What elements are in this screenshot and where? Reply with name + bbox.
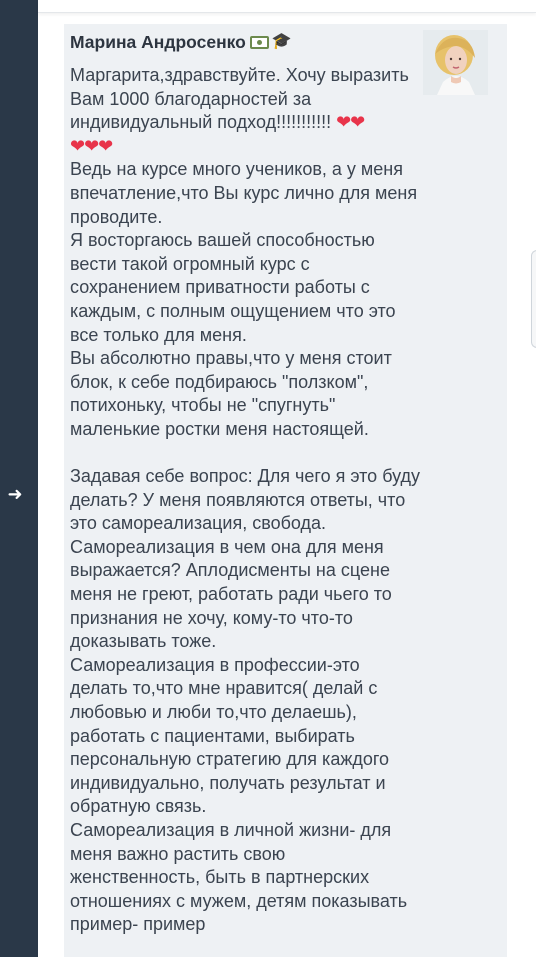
message-paragraph-7: Самореализация в личной жизни- для меня важно растить свою женственность, быть в партнерских отношениях с мужем, детям показывать пример- пример (70, 820, 413, 935)
message-paragraph-5: Задавая себе вопрос: Для чего я это буду делать? У меня появляются ответы, что это самореализация, свобода. Самореализация в чем она для меня выражается? Аплодисменты на сцене меня не греют, работать ради чьего то признания не хочу, кому-то что-то доказывать тоже. (70, 466, 426, 652)
hearts-inline: ❤❤ (336, 112, 365, 133)
comment-card (64, 24, 507, 957)
paragraph-gap (70, 442, 420, 466)
message-paragraph-6: Самореализация в профессии-это делать то,что мне нравится( делай с любовью и люби то,что делаешь), работать с пациентами, выбирать персональную стратегию для каждого индивидуально, получать результат и обратную связь. (70, 654, 395, 817)
graduation-cap-icon: 🎓 (271, 33, 292, 50)
message-line-1: Маргарита,здравствуйте. Хочу выразить Вам 1000 благодарностей за индивидуальный подход!!!!!!!!!!! ❤❤ (70, 65, 414, 133)
left-sidebar (0, 0, 38, 957)
top-bar (38, 0, 536, 13)
message-paragraph-4: Вы абсолютно правы,что у меня стоит блок, к себе подбираюсь "ползком", потихоньку, чтобы не "спугнуть" маленькие ростки меня настоящей. (70, 348, 397, 439)
money-icon (250, 36, 269, 49)
author-name[interactable]: Марина Андросенко (70, 31, 246, 52)
avatar[interactable] (423, 30, 488, 95)
message-paragraph-3: Я восторгаюсь вашей способностью вести такой огромный курс с сохранением приватности работы с каждым, с полным ощущением что это все только для меня. (70, 230, 401, 345)
scrollbar[interactable] (531, 250, 536, 348)
avatar-photo-icon (423, 30, 488, 95)
arrow-right-icon[interactable]: ➜ (7, 484, 23, 504)
author-row (70, 31, 292, 53)
hearts-row: ❤❤❤ (70, 135, 113, 156)
comment-text (70, 64, 426, 937)
message-paragraph-2: Ведь на курсе много учеников, а у меня впечатление,что Вы курс лично для меня проводите. (70, 159, 423, 227)
